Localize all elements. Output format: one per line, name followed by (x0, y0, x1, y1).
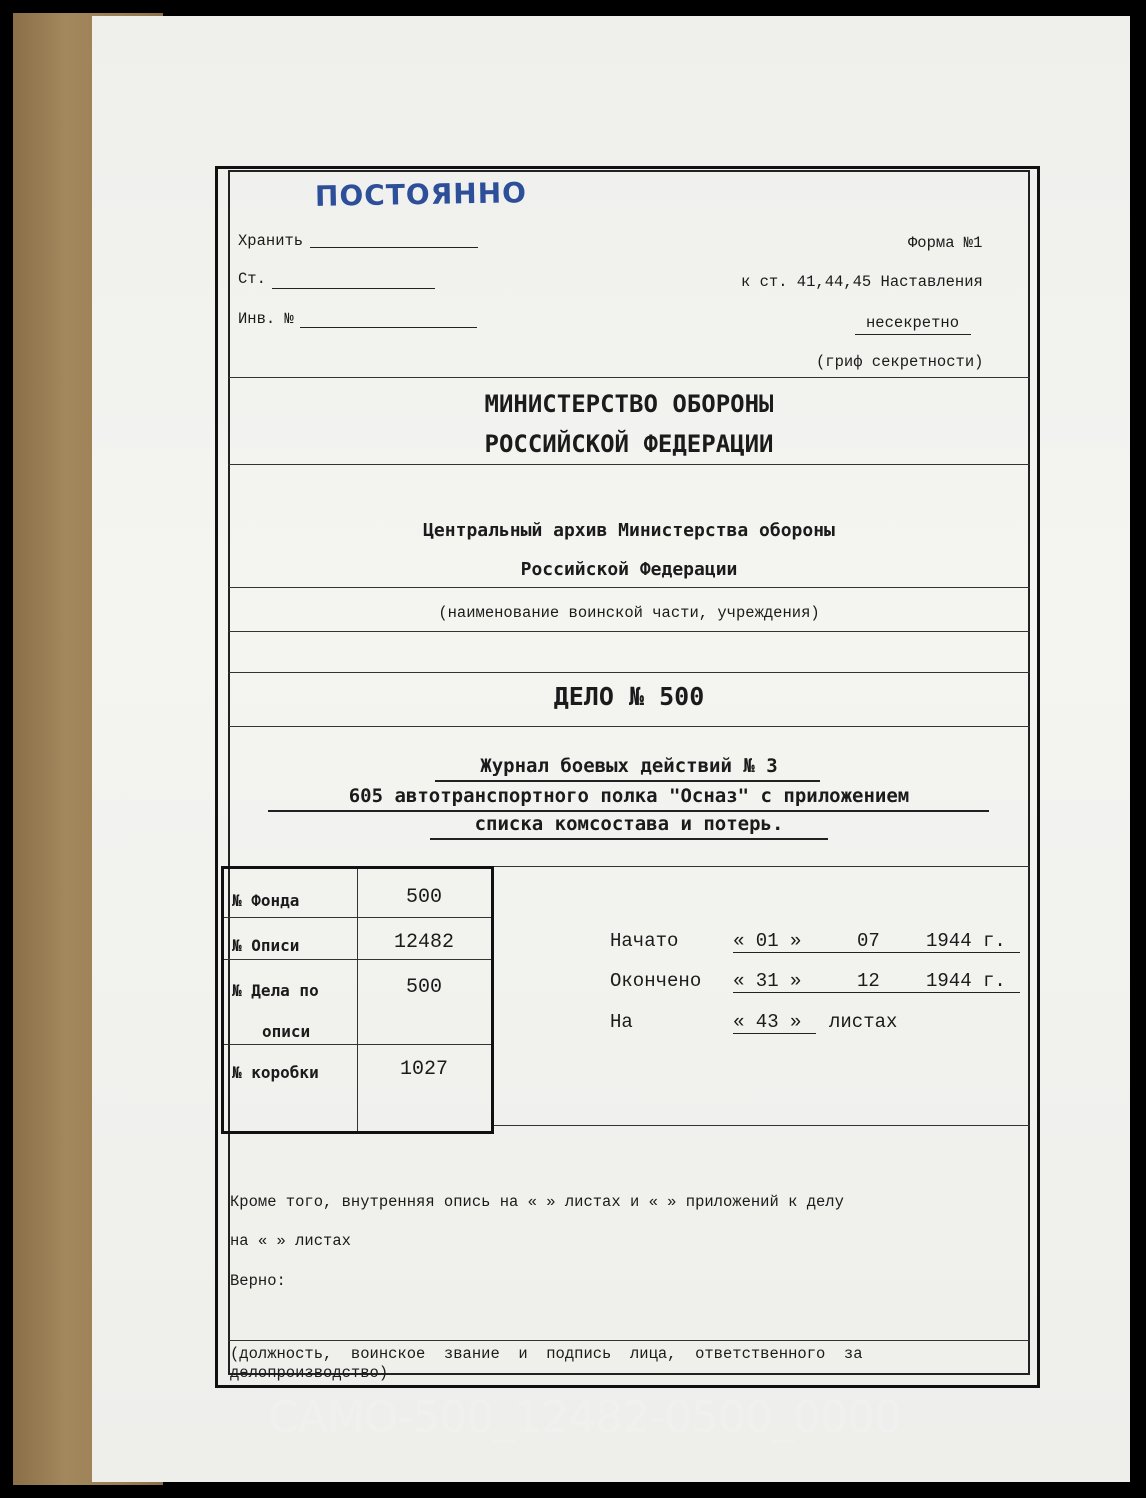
table-row-divider (224, 959, 491, 960)
classification-value: несекретно (866, 314, 960, 332)
box-value: 1027 (399, 1058, 448, 1081)
description-line-2: 605 автотранспортного полка "Осназ" с приложением (348, 785, 910, 807)
form-number: Форма №1 (908, 234, 983, 252)
ministry-line-2: РОССИЙСКОЙ ФЕДЕРАЦИИ (484, 430, 774, 458)
article-label: Ст. (238, 270, 266, 288)
divider (228, 631, 1030, 632)
box-label: № коробки (232, 1063, 319, 1082)
extra-sheets-line-2: на « » листах (230, 1232, 351, 1250)
classification-caption: (гриф секретности) (816, 353, 984, 371)
responsible-person-caption: (должность, воинское звание и подпись лица, ответственного за (230, 1345, 863, 1363)
opis-label: № Описи (232, 936, 300, 955)
archive-watermark: САМО-500_12482-0500_0000 (268, 1392, 902, 1443)
article-line (272, 288, 435, 289)
description-underline-3 (430, 838, 828, 840)
fund-value: 500 (405, 886, 442, 909)
divider (228, 1340, 1030, 1341)
divider (228, 672, 1030, 673)
ended-label: Окончено (610, 970, 702, 992)
sheets-unit: листах (829, 1011, 898, 1033)
sheets-count: « 43 » (733, 1011, 802, 1033)
archive-line-1: Центральный архив Министерства обороны (423, 520, 835, 541)
inventory-label: Инв. № (238, 310, 294, 328)
case-title: ДЕЛО № 500 (553, 682, 705, 711)
extra-sheets-line: Кроме того, внутренняя опись на « » листах и « » приложений к делу (230, 1193, 844, 1211)
description-line-3: списка комсостава и потерь. (474, 813, 784, 835)
fund-label: № Фонда (232, 891, 300, 910)
started-month: 07 (857, 930, 880, 952)
opis-value: 12482 (393, 931, 454, 954)
regulation-reference: к ст. 41,44,45 Наставления (741, 273, 983, 291)
archive-line-2: Российской Федерации (520, 559, 738, 580)
divider (228, 726, 1030, 727)
table-row-divider (224, 1044, 491, 1045)
classification-line (855, 334, 971, 335)
unit-name-caption: (наименование воинской части, учреждения) (438, 604, 820, 622)
keep-label: Хранить (238, 232, 304, 250)
ended-month: 12 (857, 970, 880, 992)
ended-day: « 31 » (733, 970, 802, 992)
ministry-line-1: МИНИСТЕРСТВО ОБОРОНЫ (484, 390, 774, 418)
case-number-value: 500 (405, 976, 442, 999)
ended-underline (733, 992, 1020, 993)
description-line-1: Журнал боевых действий № 3 (480, 755, 778, 777)
sheets-underline (733, 1033, 816, 1034)
responsible-person-caption-2: делопроизводство) (230, 1364, 389, 1382)
table-row-divider (224, 917, 491, 918)
started-underline (733, 952, 1020, 953)
divider (228, 377, 1030, 378)
inventory-line (300, 327, 477, 328)
description-underline-2 (268, 810, 989, 812)
started-label: Начато (610, 930, 679, 952)
keep-line (310, 247, 478, 248)
started-year: 1944 г. (926, 930, 1006, 952)
archive-reference-table (221, 866, 494, 1134)
divider (494, 1125, 1030, 1126)
permanent-stamp: ПОСТОЯННО (314, 176, 528, 213)
ended-year: 1944 г. (926, 970, 1006, 992)
description-underline-1 (435, 780, 820, 782)
case-number-label-1: № Дела по (232, 981, 319, 1000)
started-day: « 01 » (733, 930, 802, 952)
divider (228, 464, 1030, 465)
case-number-label-2: описи (262, 1022, 311, 1041)
divider (228, 587, 1030, 588)
verified-label: Верно: (230, 1272, 286, 1290)
sheets-label: На (610, 1011, 633, 1033)
